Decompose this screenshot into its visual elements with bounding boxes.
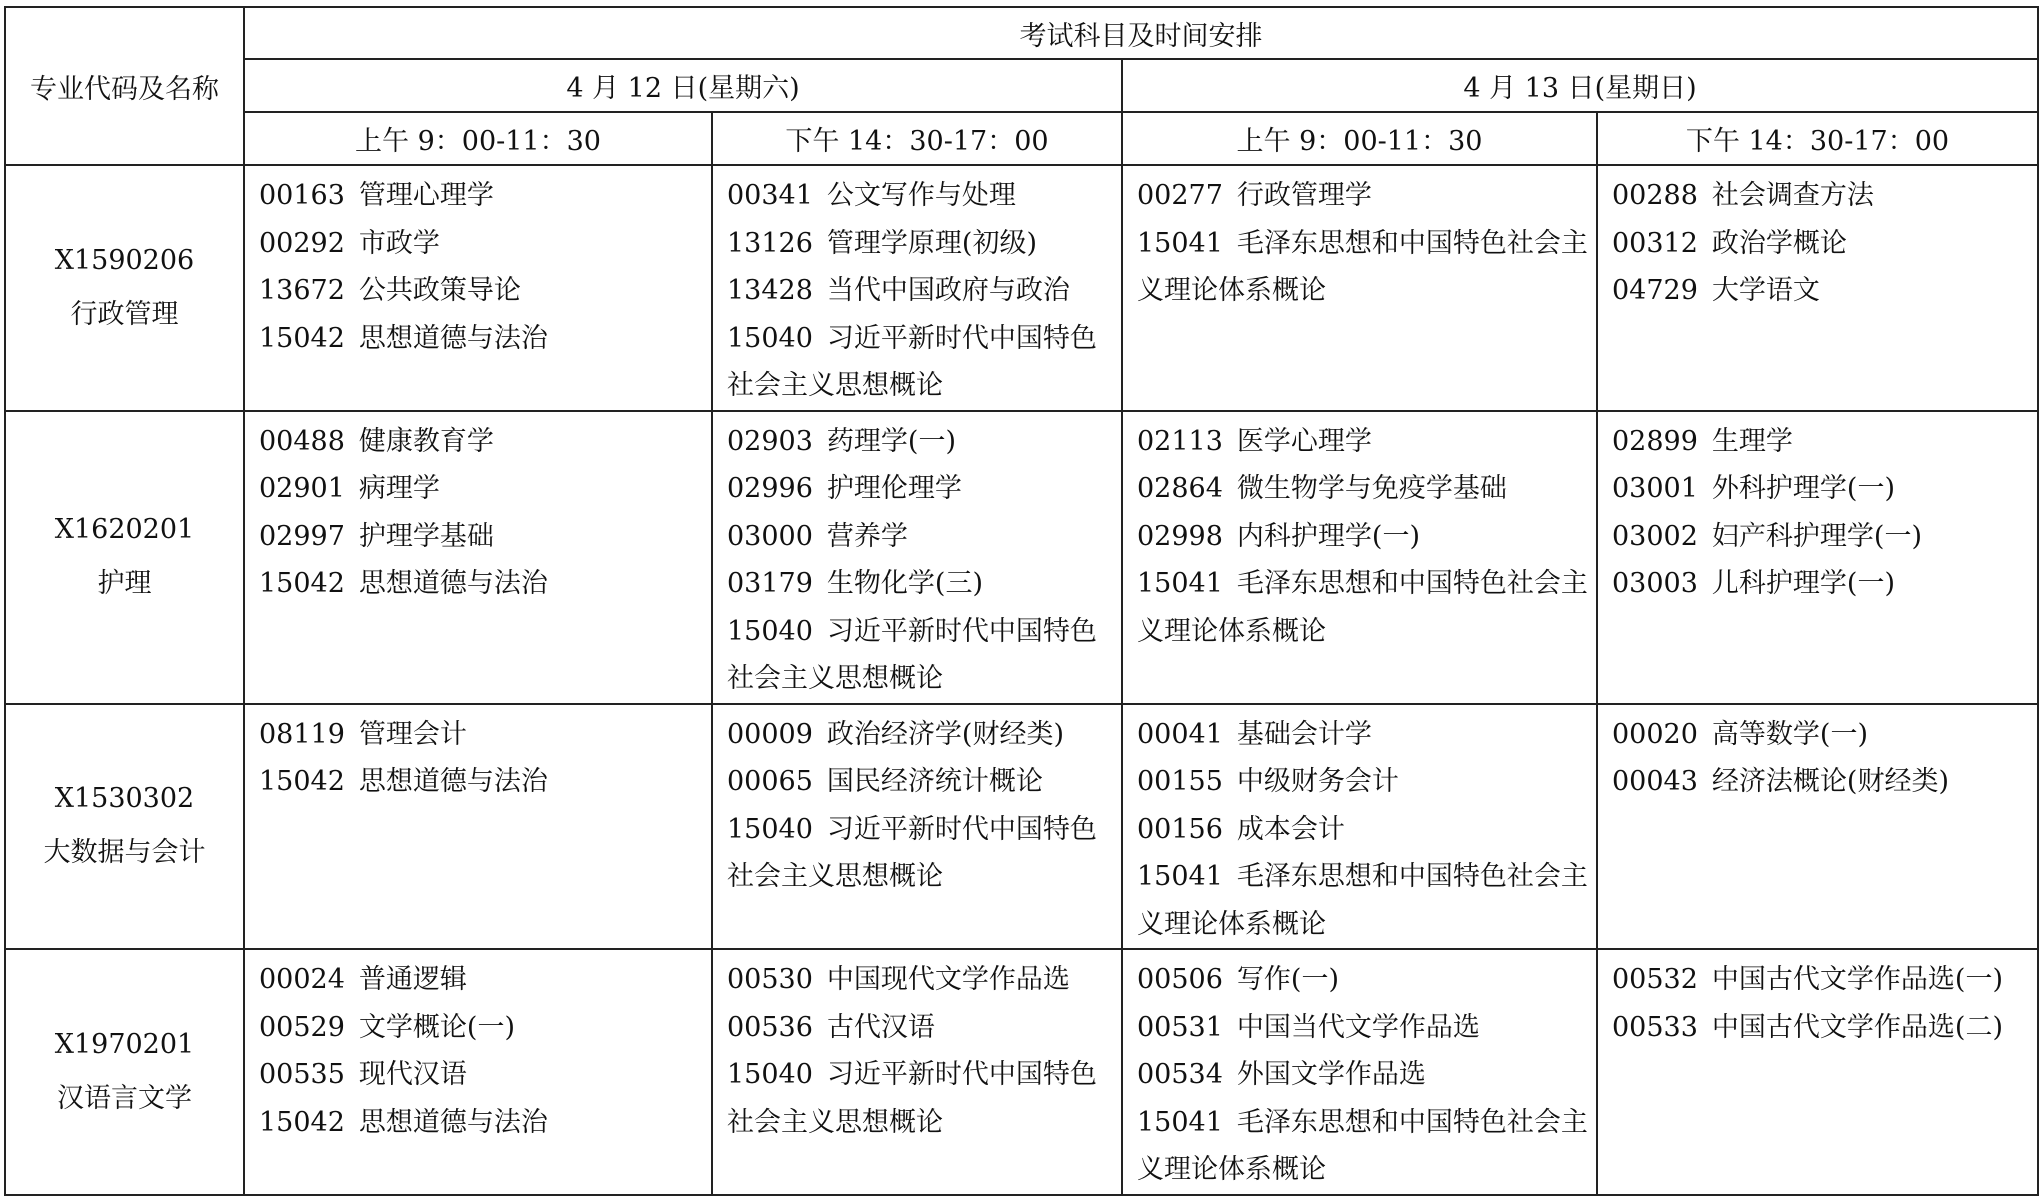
header-row-3 xyxy=(5,112,2038,165)
course-code: 15042 xyxy=(259,322,345,354)
slot-header: 上午 9：00-11：30 xyxy=(1122,112,1597,165)
course-title: 成本会计 xyxy=(1236,813,1345,845)
exam-schedule-table xyxy=(4,6,2039,1196)
slot-cell xyxy=(244,949,712,1195)
course-code: 15040 xyxy=(727,322,813,354)
course-code: 02903 xyxy=(727,425,813,457)
course-title: 内科护理学(一) xyxy=(1236,520,1420,552)
course-item xyxy=(1137,806,1588,854)
course-title: 现代汉语 xyxy=(358,1059,467,1090)
course-item xyxy=(727,418,1113,466)
course-code: 00312 xyxy=(1612,227,1698,259)
course-code: 00533 xyxy=(1612,1011,1698,1043)
course-item xyxy=(259,315,703,363)
course-code: 15041 xyxy=(1137,227,1223,259)
course-item xyxy=(1137,1051,1588,1099)
course-item xyxy=(259,465,703,513)
course-title: 写作(一) xyxy=(1236,964,1339,995)
major-code: X1970201 xyxy=(54,1028,195,1060)
course-item xyxy=(1137,758,1588,806)
course-title: 习近平新时代中国特色社会主义思想概论 xyxy=(727,615,1097,694)
course-code: 15040 xyxy=(727,813,813,845)
course-code: 00534 xyxy=(1137,1059,1223,1090)
course-title: 中国古代文学作品选(一) xyxy=(1711,964,2003,995)
course-item xyxy=(259,513,703,561)
course-item xyxy=(727,711,1113,759)
slot-header: 下午 14：30-17：00 xyxy=(712,112,1122,165)
course-item xyxy=(259,711,703,759)
course-code: 00156 xyxy=(1137,813,1223,845)
slot-header: 下午 14：30-17：00 xyxy=(1597,112,2038,165)
course-item xyxy=(727,513,1113,561)
course-title: 生物化学(三) xyxy=(826,568,983,599)
course-code: 15041 xyxy=(1137,568,1223,599)
course-code: 00020 xyxy=(1612,718,1698,750)
course-title: 高等数学(一) xyxy=(1711,718,1868,750)
major-name: 行政管理 xyxy=(70,298,179,330)
course-code: 03001 xyxy=(1612,473,1698,504)
course-code: 02864 xyxy=(1137,473,1223,504)
day-header-2: 4 月 13 日(星期日) xyxy=(1122,59,2038,112)
course-code: 00024 xyxy=(259,964,345,995)
course-item xyxy=(727,315,1113,410)
table-row xyxy=(5,949,2038,1195)
course-item xyxy=(259,1099,703,1147)
course-item xyxy=(727,608,1113,703)
course-item xyxy=(1137,1099,1588,1194)
course-title: 外科护理学(一) xyxy=(1711,473,1895,504)
course-code: 15042 xyxy=(259,1106,345,1138)
course-code: 00277 xyxy=(1137,180,1223,211)
course-title: 普通逻辑 xyxy=(358,964,467,995)
table-row xyxy=(5,165,2038,411)
course-item xyxy=(259,758,703,806)
course-code: 00009 xyxy=(727,718,813,750)
course-title: 思想道德与法治 xyxy=(358,568,548,599)
course-title: 古代汉语 xyxy=(826,1011,935,1043)
slot-cell xyxy=(244,411,712,704)
course-item xyxy=(1137,956,1588,1004)
major-name: 大数据与会计 xyxy=(43,837,206,869)
course-code: 04729 xyxy=(1612,275,1698,306)
course-code: 00530 xyxy=(727,964,813,995)
course-code: 13428 xyxy=(727,275,813,306)
course-title: 妇产科护理学(一) xyxy=(1711,520,1922,552)
course-title: 公文写作与处理 xyxy=(826,180,1016,211)
course-title: 习近平新时代中国特色社会主义思想概论 xyxy=(727,813,1097,892)
course-title: 中国现代文学作品选 xyxy=(826,964,1070,995)
table-row xyxy=(5,411,2038,704)
course-item xyxy=(1137,172,1588,220)
course-code: 02997 xyxy=(259,520,345,552)
course-code: 00288 xyxy=(1612,180,1698,211)
slot-cell xyxy=(1597,411,2038,704)
course-item xyxy=(1612,513,2029,561)
schedule-header: 考试科目及时间安排 xyxy=(244,7,2038,59)
major-name: 汉语言文学 xyxy=(57,1082,192,1114)
slot-cell xyxy=(244,704,712,950)
course-code: 15040 xyxy=(727,615,813,647)
course-item xyxy=(259,220,703,268)
course-code: 00341 xyxy=(727,180,813,211)
slot-cell xyxy=(712,165,1122,411)
course-item xyxy=(1612,956,2029,1004)
course-code: 13126 xyxy=(727,227,813,259)
course-title: 管理会计 xyxy=(358,718,467,750)
course-item xyxy=(727,1004,1113,1052)
course-title: 中国当代文学作品选 xyxy=(1236,1011,1480,1043)
course-item xyxy=(1612,758,2029,806)
course-code: 08119 xyxy=(259,718,345,750)
course-item xyxy=(727,172,1113,220)
course-title: 中国古代文学作品选(二) xyxy=(1711,1011,2003,1043)
major-cell xyxy=(5,411,244,704)
course-title: 习近平新时代中国特色社会主义思想概论 xyxy=(727,322,1097,401)
course-title: 公共政策导论 xyxy=(358,275,521,306)
slot-cell xyxy=(712,949,1122,1195)
course-item xyxy=(727,956,1113,1004)
course-title: 毛泽东思想和中国特色社会主义理论体系概论 xyxy=(1137,568,1588,647)
course-title: 思想道德与法治 xyxy=(358,766,548,797)
slot-cell xyxy=(1597,704,2038,950)
course-item xyxy=(1612,172,2029,220)
course-title: 文学概论(一) xyxy=(358,1011,515,1043)
slot-header: 上午 9：00-11：30 xyxy=(244,112,712,165)
course-title: 医学心理学 xyxy=(1236,425,1372,457)
course-title: 中级财务会计 xyxy=(1236,766,1399,797)
course-code: 03003 xyxy=(1612,568,1698,599)
course-code: 00043 xyxy=(1612,766,1698,797)
course-title: 护理学基础 xyxy=(358,520,494,552)
slot-cell xyxy=(1597,949,2038,1195)
course-title: 行政管理学 xyxy=(1236,180,1372,211)
course-title: 毛泽东思想和中国特色社会主义理论体系概论 xyxy=(1137,1106,1588,1185)
course-title: 政治经济学(财经类) xyxy=(826,718,1064,750)
course-title: 营养学 xyxy=(826,520,908,552)
slot-cell xyxy=(244,165,712,411)
course-title: 思想道德与法治 xyxy=(358,322,548,354)
course-item xyxy=(1137,853,1588,948)
course-title: 市政学 xyxy=(358,227,440,259)
course-item xyxy=(1612,465,2029,513)
course-title: 社会调查方法 xyxy=(1711,180,1874,211)
course-title: 政治学概论 xyxy=(1711,227,1847,259)
course-title: 健康教育学 xyxy=(358,425,494,457)
header-row-2 xyxy=(5,59,2038,112)
course-item xyxy=(1612,220,2029,268)
course-item xyxy=(259,956,703,1004)
course-item xyxy=(1137,560,1588,655)
slot-cell xyxy=(712,704,1122,950)
course-title: 大学语文 xyxy=(1711,275,1820,306)
course-item xyxy=(259,418,703,466)
course-item xyxy=(1137,1004,1588,1052)
course-code: 02113 xyxy=(1137,425,1223,457)
course-code: 15042 xyxy=(259,568,345,599)
course-item xyxy=(727,758,1113,806)
course-title: 经济法概论(财经类) xyxy=(1711,766,1949,797)
course-code: 15041 xyxy=(1137,861,1223,892)
course-item xyxy=(259,172,703,220)
course-title: 微生物学与免疫学基础 xyxy=(1236,473,1507,504)
course-item xyxy=(1612,1004,2029,1052)
course-code: 03179 xyxy=(727,568,813,599)
slot-cell xyxy=(1122,704,1597,950)
slot-cell xyxy=(1122,411,1597,704)
course-title: 护理伦理学 xyxy=(826,473,962,504)
course-code: 00163 xyxy=(259,180,345,211)
course-title: 管理心理学 xyxy=(358,180,494,211)
course-item xyxy=(1612,560,2029,608)
course-title: 毛泽东思想和中国特色社会主义理论体系概论 xyxy=(1137,227,1588,306)
course-item xyxy=(727,806,1113,901)
course-item xyxy=(1137,418,1588,466)
course-title: 生理学 xyxy=(1711,425,1793,457)
slot-cell xyxy=(1597,165,2038,411)
major-code: X1620201 xyxy=(54,514,195,545)
course-code: 00531 xyxy=(1137,1011,1223,1043)
course-title: 外国文学作品选 xyxy=(1236,1059,1426,1090)
course-code: 03000 xyxy=(727,520,813,552)
course-title: 儿科护理学(一) xyxy=(1711,568,1895,599)
slot-cell xyxy=(712,411,1122,704)
course-title: 思想道德与法治 xyxy=(358,1106,548,1138)
slot-cell xyxy=(1122,165,1597,411)
course-code: 02996 xyxy=(727,473,813,504)
major-cell xyxy=(5,949,244,1195)
course-code: 15042 xyxy=(259,766,345,797)
course-code: 15041 xyxy=(1137,1106,1223,1138)
course-item xyxy=(1137,513,1588,561)
course-code: 00041 xyxy=(1137,718,1223,750)
table-row xyxy=(5,704,2038,950)
course-title: 毛泽东思想和中国特色社会主义理论体系概论 xyxy=(1137,861,1588,940)
course-title: 药理学(一) xyxy=(826,425,956,457)
course-item xyxy=(1137,220,1588,315)
course-item xyxy=(727,1051,1113,1146)
course-title: 当代中国政府与政治 xyxy=(826,275,1070,306)
course-code: 02899 xyxy=(1612,425,1698,457)
header-row-1 xyxy=(5,7,2038,59)
course-code: 13672 xyxy=(259,275,345,306)
major-code: X1530302 xyxy=(54,783,195,815)
course-code: 00506 xyxy=(1137,964,1223,995)
major-header: 专业代码及名称 xyxy=(5,7,244,165)
course-item xyxy=(1612,267,2029,315)
course-item xyxy=(727,267,1113,315)
course-code: 00535 xyxy=(259,1059,345,1090)
major-cell xyxy=(5,704,244,950)
major-cell xyxy=(5,165,244,411)
major-code: X1590206 xyxy=(54,244,195,276)
course-code: 00065 xyxy=(727,766,813,797)
course-item xyxy=(1137,465,1588,513)
course-code: 02998 xyxy=(1137,520,1223,552)
course-code: 15040 xyxy=(727,1059,813,1090)
course-item xyxy=(1612,418,2029,466)
course-code: 00529 xyxy=(259,1011,345,1043)
course-title: 国民经济统计概论 xyxy=(826,766,1043,797)
course-code: 00488 xyxy=(259,425,345,457)
course-item xyxy=(727,220,1113,268)
major-name: 护理 xyxy=(97,568,152,599)
course-code: 00536 xyxy=(727,1011,813,1043)
day-header-1: 4 月 12 日(星期六) xyxy=(244,59,1122,112)
course-code: 03002 xyxy=(1612,520,1698,552)
course-code: 00532 xyxy=(1612,964,1698,995)
course-item xyxy=(1137,711,1588,759)
course-title: 习近平新时代中国特色社会主义思想概论 xyxy=(727,1059,1097,1138)
course-title: 病理学 xyxy=(358,473,440,504)
course-code: 00292 xyxy=(259,227,345,259)
course-title: 基础会计学 xyxy=(1236,718,1372,750)
course-item xyxy=(259,1051,703,1099)
course-item xyxy=(259,1004,703,1052)
course-code: 00155 xyxy=(1137,766,1223,797)
course-item xyxy=(259,267,703,315)
course-title: 管理学原理(初级) xyxy=(826,227,1037,259)
course-item xyxy=(259,560,703,608)
course-item xyxy=(727,465,1113,513)
course-item xyxy=(727,560,1113,608)
course-code: 02901 xyxy=(259,473,345,504)
slot-cell xyxy=(1122,949,1597,1195)
course-item xyxy=(1612,711,2029,759)
